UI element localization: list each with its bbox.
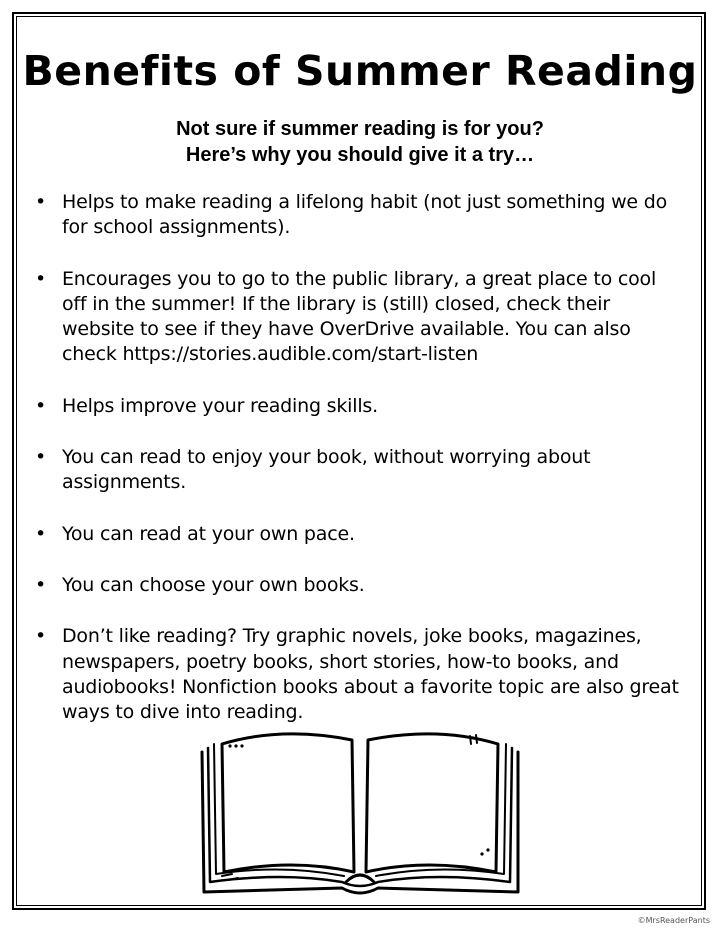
list-item-text: You can read to enjoy your book, without worrying about assignments. (62, 446, 591, 494)
list-item-text: You can choose your own books. (62, 573, 365, 596)
bullet-icon: • (35, 446, 47, 469)
list-item-text: Helps improve your reading skills. (62, 394, 378, 417)
bullet-icon: • (35, 191, 47, 213)
bullet-icon: • (35, 394, 47, 417)
list-item-text: Don’t like reading? Try graphic novels, joke books, magazines, newspapers, poetry books, short stories, how-to books, and audiobooks! Nonfiction books about a favorite topic are also great ways to dive into reading. (62, 625, 679, 724)
subtitle-line-1: Not sure if summer reading is for you? (176, 118, 544, 140)
open-book-icon (192, 722, 528, 898)
list-item (35, 394, 685, 419)
list-item (35, 267, 685, 368)
bullet-icon: • (35, 625, 47, 648)
copyright-text: ©MrsReaderPants (637, 916, 710, 925)
list-item-text: Helps to make reading a lifelong habit (not just something we do for school assignments). (62, 191, 668, 239)
list-item (35, 624, 685, 725)
list-item-text: You can read at your own pace. (62, 522, 355, 545)
list-item (35, 190, 685, 241)
list-item (35, 445, 685, 496)
list-item (35, 573, 685, 598)
bullet-icon: • (35, 522, 47, 545)
benefits-list (35, 190, 685, 751)
subtitle-line-2: Here’s why you should give it a try… (185, 144, 535, 166)
list-item (35, 522, 685, 547)
bullet-icon: • (35, 573, 47, 596)
page-title: Benefits of Summer Reading (22, 47, 698, 95)
bullet-icon: • (35, 267, 47, 290)
subtitle (0, 116, 720, 168)
list-item-text: Encourages you to go to the public library, a great place to cool off in the summer! If the library is (still) closed, check their website to see if they have OverDrive available. You can also check https://stories.audible.com/start-listen (62, 267, 657, 366)
